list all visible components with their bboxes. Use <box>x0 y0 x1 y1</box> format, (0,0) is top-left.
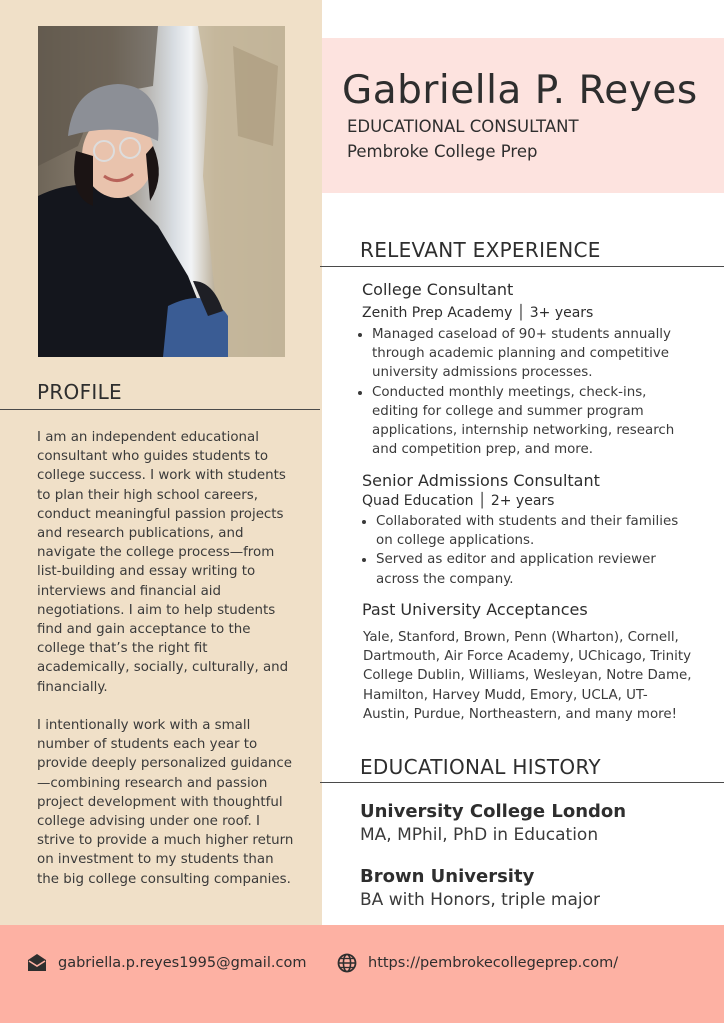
acceptances-text: Yale, Stanford, Brown, Penn (Wharton), Cornell, Dartmouth, Air Force Academy, UChicago, Trinity College Dublin, Williams, Wesleyan, Notre Dame, Hamilton, Harvey Mudd, Emory, UCLA, UT-Austin, Purdue, Northeastern, and many more! <box>363 630 692 722</box>
job-role: Senior Admissions Consultant <box>362 471 600 490</box>
profile-paragraph-1: I am an independent educational consultant who guides students to college success. I work with students to plan their high school careers, conduct meaningful passion projects and research publications, and navigate the college process—from list-building and essay writing to interviews and financial aid negotiations. I aim to help students find and gain acceptance to the college that’s the right fit academically, socially, culturally, and financially. <box>37 430 293 695</box>
email-contact[interactable] <box>26 952 306 974</box>
experience-heading: RELEVANT EXPERIENCE <box>360 238 601 262</box>
job-role: College Consultant <box>362 280 514 299</box>
header-band <box>322 38 724 193</box>
profile-divider <box>0 409 320 410</box>
school-degree: MA, MPhil, PhD in Education <box>360 825 599 845</box>
education-divider <box>320 782 724 783</box>
education-heading: EDUCATIONAL HISTORY <box>360 755 601 779</box>
list-item: Collaborated with students and their families on college applications. <box>362 512 687 550</box>
school-degree: BA with Honors, triple major <box>360 890 601 910</box>
profile-paragraph-2: I intentionally work with a small number of students each year to provide deeply personalized guidance—combining research and passion project development with thoughtful college advising under one roof. I strive to provide a much higher return on investment to my students than the big college consulting companies. <box>37 718 298 887</box>
profile-text <box>37 428 299 889</box>
experience-divider <box>320 266 724 267</box>
list-item: Conducted monthly meetings, check-ins, editing for college and summer program applications, internship networking, research and competition prep, and more. <box>358 383 678 460</box>
acceptances-heading: Past University Acceptances <box>362 600 588 619</box>
globe-icon <box>336 952 358 974</box>
school-name: Brown University <box>360 866 535 887</box>
school-name: University College London <box>360 801 627 822</box>
website-link[interactable]: https://pembrokecollegeprep.com/ <box>368 955 619 971</box>
candidate-name: Gabriella P. Reyes <box>342 68 698 113</box>
profile-photo-illustration <box>38 26 285 357</box>
website-contact[interactable] <box>336 952 618 974</box>
list-item: Served as editor and application reviewer across the company. <box>362 550 687 588</box>
envelope-icon <box>26 952 48 974</box>
candidate-title: EDUCATIONAL CONSULTANT <box>347 117 579 136</box>
profile-heading: PROFILE <box>37 380 122 404</box>
contact-footer <box>0 925 724 1023</box>
candidate-company: Pembroke College Prep <box>347 142 538 161</box>
job-meta: Zenith Prep Academy │ 3+ years <box>362 305 594 321</box>
list-item: Managed caseload of 90+ students annually through academic planning and competitive university admissions processes. <box>358 325 678 383</box>
email-link[interactable]: gabriella.p.reyes1995@gmail.com <box>58 955 307 971</box>
profile-photo <box>38 26 285 357</box>
job-bullets <box>358 325 678 459</box>
job-bullets <box>362 512 687 589</box>
job-meta: Quad Education │ 2+ years <box>362 493 555 509</box>
